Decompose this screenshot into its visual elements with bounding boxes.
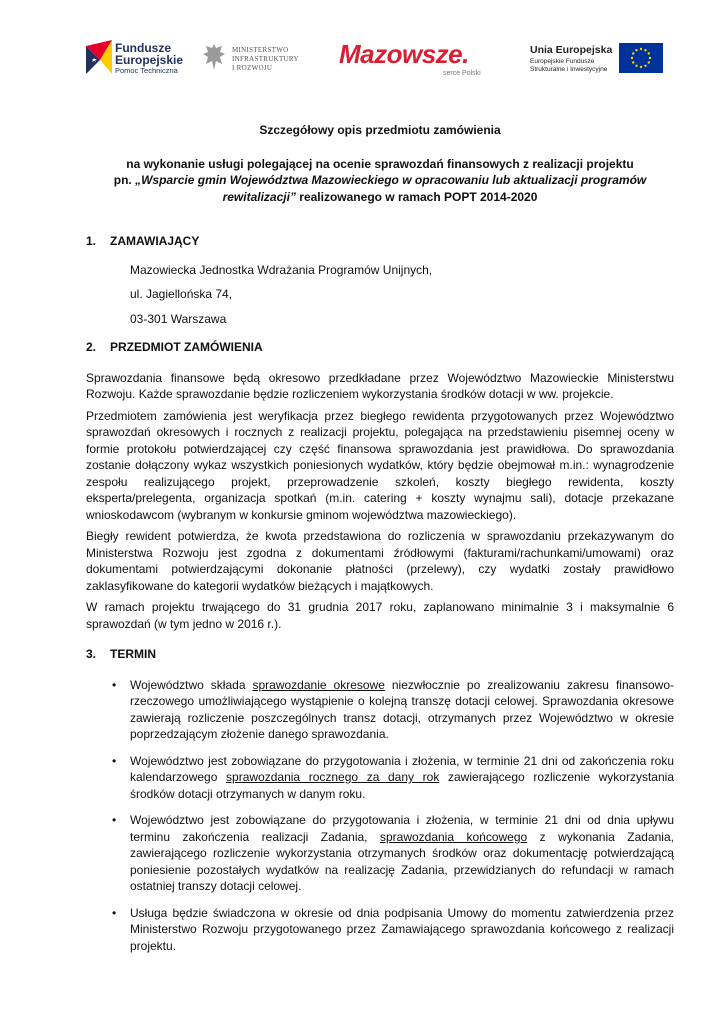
term-list xyxy=(86,677,674,955)
paragraph: Przedmiotem zamówienia jest weryfikacja przez biegłego rewidenta przygotowanych przez Województwo sprawozdań okresowych i rocznych z realizacji projektu, polegająca na przedstawieniu pisemnej oceny w formie protokołu potwierdzającej czy część finansowa sprawozdania jest prawidłowa. Do sprawozdania zostanie dołączony wykaz wszystkich poniesionych wydatków, który będzie obejmował m.in.: wynagrodzenie zespołu realizującego projekt, przeprowadzenie szkoleń, koszty biegłego rewidenta, koszty eksperta/prelegenta, organizacja spotkań (m.in. catering + koszty wynajmu sali), dotacje przekazane wnioskodawcom (wybranym w konkursie gminom województwa mazowieckiego). xyxy=(86,408,674,522)
section-2-heading: 2. PRZEDMIOT ZAMÓWIENIA xyxy=(86,340,263,354)
section-1-heading: 1. ZAMAWIAJĄCY xyxy=(86,234,200,248)
eagle-emblem-icon xyxy=(202,42,226,72)
list-item: • Usługa będzie świadczona w okresie od dnia podpisania Umowy do momentu zatwierdzenia przez Ministerstwo Rozwoju przygotowanego przez Zamawiającego sprawozdania końcowego z realizacji projektu. xyxy=(112,905,674,953)
ue-sub2: Strukturalne i Inwestycyjne xyxy=(530,66,608,73)
min-line2: INFRASTRUKTURY xyxy=(232,55,299,63)
bullet-icon: • xyxy=(112,813,117,827)
paragraph: Sprawozdania finansowe będą okresowo przedkładane przez Województwo Mazowieckie Ministerstwu Rozwoju. Każde sprawozdanie będzie rozliczeniem wykorzystania środków dotacji w ww. projekcie. xyxy=(86,370,674,401)
bullet-icon: • xyxy=(112,677,117,692)
address-line: ul. Jagiellońska 74, xyxy=(130,287,233,301)
paragraph: W ramach projektu trwającego do 31 grudnia 2017 roku, zaplanowano minimalnie 3 i maksymalnie 6 sprawozdań (w tym jedno w 2016 r.). xyxy=(86,600,674,631)
contracting-authority-address xyxy=(130,262,674,328)
fe-line3: Pomoc Techniczna xyxy=(115,66,178,75)
fundusze-europejskie-logo xyxy=(84,36,184,80)
eu-flag-icon xyxy=(619,43,663,73)
paragraph: Biegły rewident potwierdza, że kwota przedstawiona do rozliczenia w sprawozdaniu przekazywanym do Ministerstwa Rozwoju jest zgodna z dokumentami źródłowymi (fakturami/rachunkami/umowami) oraz dokumentami potwierdzającymi dokonanie płatności (przelewy), czy wydatki zostały prawidłowo zaklasyfikowane do kategorii wydatków bieżących i majątkowych. xyxy=(86,529,674,593)
section-3-heading: 3. TERMIN xyxy=(86,647,156,661)
ministerstwo-logo xyxy=(202,36,312,80)
address-line: Mazowiecka Jednostka Wdrażania Programów Unijnych, xyxy=(130,262,433,277)
project-name-italic: „Wsparcie gmin Województwa Mazowieckiego w opracowaniu lub aktualizacji programów rewitalizacji” xyxy=(135,173,647,204)
list-item: • Województwo jest zobowiązane do przygotowania i złożenia, w terminie 21 dni od dnia upływu terminu zakończenia realizacji Zadania, sprawozdania końcowego z wykonania Zadania, zawierającego rozliczenie wykorzystania otrzymanych środków oraz dokumentację potwierdzającą poniesienie pozostałych wydatków na realizację Zadania, przewidzianych do refundacji w ramach ostatniej transzy dotacji celowej. xyxy=(112,813,674,893)
ue-sub1: Europejskie Fundusze xyxy=(530,58,595,65)
min-line3: I ROZWOJU xyxy=(232,64,273,72)
min-line1: MINISTERSTWO xyxy=(232,46,289,54)
ue-title: Unia Europejska xyxy=(530,44,613,56)
bullet-icon: • xyxy=(112,753,117,768)
unia-europejska-logo xyxy=(530,36,664,80)
address-line: 03-301 Warszawa xyxy=(130,311,227,326)
list-item: • Województwo składa sprawozdanie okresowe niezwłocznie po zrealizowaniu zakresu finansowo-rzeczowego umożliwiającego wystąpienie o kolejną transzę dotacji celowej. Sprawozdania okresowe zawierają rozliczenie poszczególnych transz dotacji, otrzymanych przez Województwo w okresie poprzedzającym złożenie danego sprawozdania. xyxy=(112,677,674,741)
document-body xyxy=(86,122,674,964)
document-title: Szczegółowy opis przedmiotu zamówienia xyxy=(259,123,501,137)
mazowsze-tagline: serce Polski xyxy=(443,70,481,77)
mazowsze-logo xyxy=(339,36,499,80)
fe-line2: Europejskie xyxy=(115,53,184,67)
fe-star-icon xyxy=(86,40,112,74)
bullet-icon: • xyxy=(112,905,117,920)
document-project-name: pn. „Wsparcie gmin Województwa Mazowieckiego w opracowaniu lub aktualizacji programów rewitalizacji” realizowanego w ramach POPT 2014-2020 xyxy=(113,173,647,204)
logo-strip xyxy=(84,36,664,80)
list-item: • Województwo jest zobowiązane do przygotowania i złożenia, w terminie 21 dni od zakończenia roku kalendarzowego sprawozdania rocznego za dany rok zawierającego rozliczenie wykorzystania środków dotacji otrzymanych w danym roku. xyxy=(112,753,674,801)
document-subtitle: na wykonanie usługi polegającej na ocenie sprawozdań finansowych z realizacji projektu xyxy=(126,156,634,171)
fe-line1: Fundusze xyxy=(115,41,171,55)
mazowsze-name: Mazowsze. xyxy=(339,39,469,69)
